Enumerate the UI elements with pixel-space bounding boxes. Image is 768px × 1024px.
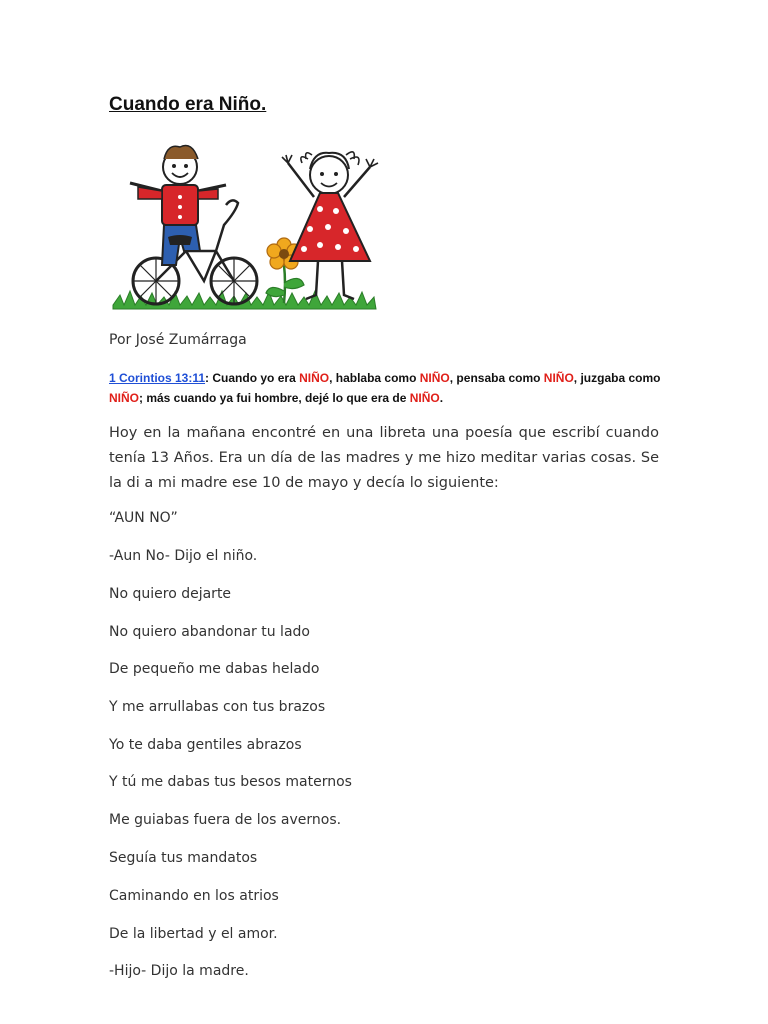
poem-line: Caminando en los atrios	[109, 888, 279, 904]
poem-line: -Aun No- Dijo el niño.	[109, 548, 258, 564]
poem-line: De la libertad y el amor.	[109, 926, 278, 942]
poem-line: De pequeño me dabas helado	[109, 661, 320, 677]
intro-paragraph: Hoy en la mañana encontré en una libreta una poesía que escribí cuando tenía 13 Años. Era un día de las madres y me hizo meditar varias cosas. Se la di a mi madre ese 10 de mayo y decía lo siguiente:	[109, 425, 659, 491]
poem-line: Yo te daba gentiles abrazos	[109, 737, 302, 753]
verse-text: Cuando yo era	[212, 371, 300, 385]
verse-text: , juzgaba como	[573, 371, 661, 385]
verse-highlight: NIÑO	[109, 391, 139, 405]
verse-highlight: NIÑO	[299, 371, 330, 385]
poem-line: Seguía tus mandatos	[109, 850, 258, 866]
poem-line: No quiero abandonar tu lado	[109, 624, 310, 640]
verse-text: , pensaba como	[449, 371, 544, 385]
verse-text: .	[439, 391, 444, 405]
children-bicycle-illustration	[108, 133, 380, 315]
poem-line: Y tú me dabas tus besos maternos	[109, 774, 352, 790]
poem-line: Y me arrullabas con tus brazos	[109, 699, 326, 715]
verse-text: ; más cuando ya fui hombre, dejé lo que era de	[139, 391, 410, 405]
document-title: Cuando era Niño.	[109, 94, 267, 115]
poem-line: Me guiabas fuera de los avernos.	[109, 812, 342, 828]
poem-line: No quiero dejarte	[109, 586, 232, 602]
bible-verse	[109, 368, 669, 408]
verse-text: :	[205, 371, 213, 385]
poem-title: “AUN NO”	[109, 510, 178, 526]
verse-highlight: NIÑO	[543, 371, 574, 385]
verse-text: , hablaba como	[329, 371, 420, 385]
poem-line: -Hijo- Dijo la madre.	[109, 963, 249, 979]
verse-reference-link[interactable]: 1 Corintios 13:11	[109, 371, 206, 385]
verse-highlight: NIÑO	[409, 391, 440, 405]
verse-highlight: NIÑO	[419, 371, 450, 385]
author-line: Por José Zumárraga	[109, 332, 247, 348]
